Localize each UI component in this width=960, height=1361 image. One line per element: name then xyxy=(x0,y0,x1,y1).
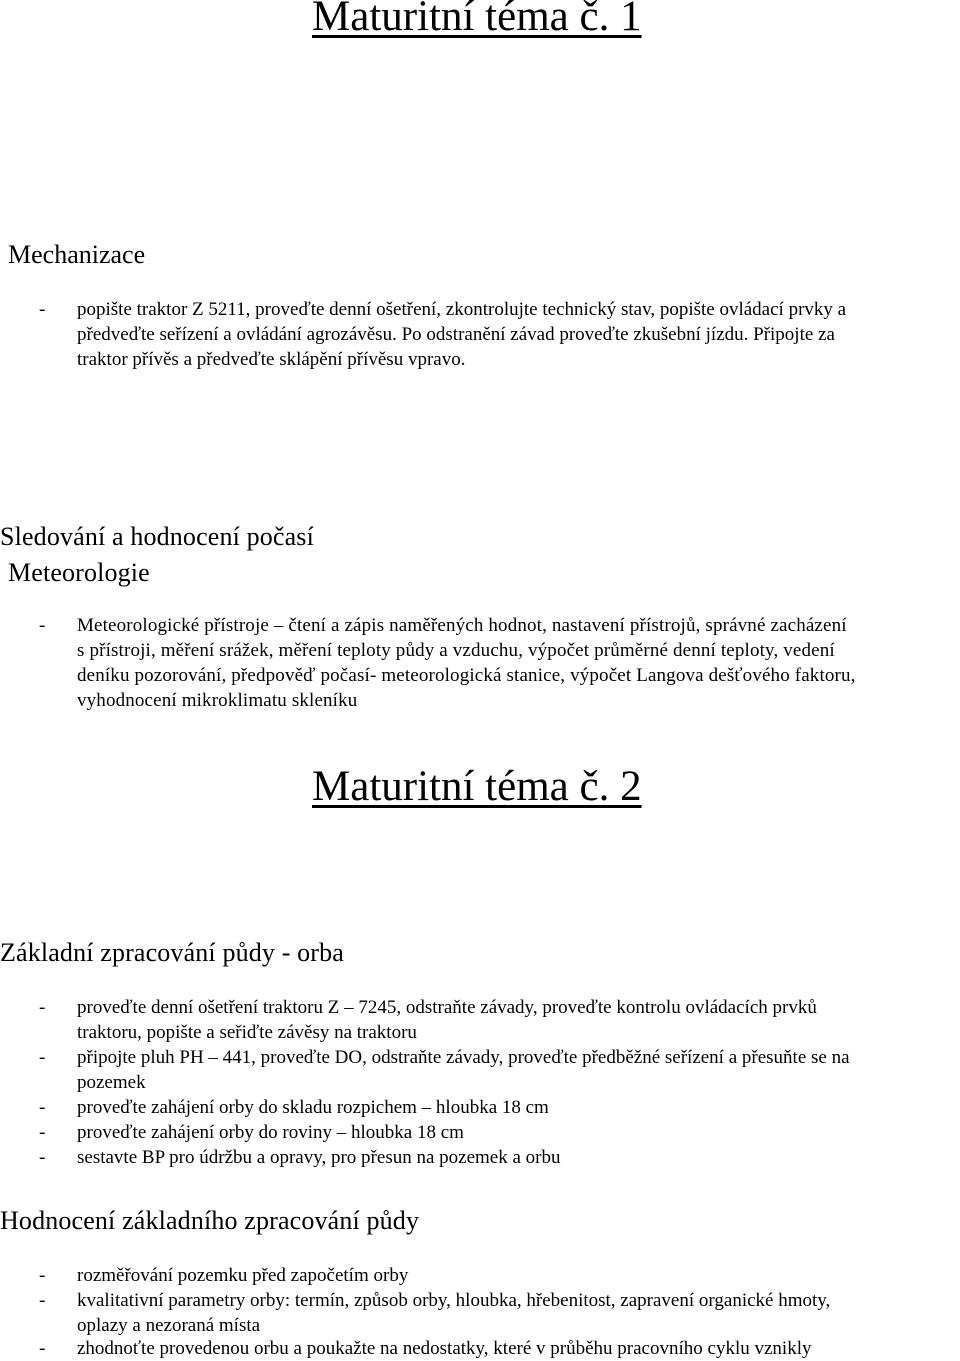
list-bullet: - xyxy=(39,1147,46,1168)
section-heading: Mechanizace xyxy=(8,240,146,269)
list-item-text: proveďte zahájení orby do skladu rozpichem – hloubka 18 cm xyxy=(77,1097,549,1118)
section-heading: Hodnocení základního zpracování půdy xyxy=(0,1206,420,1235)
list-bullet: - xyxy=(39,1265,46,1286)
list-item xyxy=(0,1288,960,1338)
list-item xyxy=(0,297,960,372)
theme-title: Maturitní téma č. 1 xyxy=(312,0,642,40)
list-bullet: - xyxy=(39,997,46,1018)
list-item xyxy=(0,1120,960,1145)
list-bullet: - xyxy=(39,1122,46,1143)
section-heading: Sledování a hodnocení počasí xyxy=(0,522,314,551)
list-item xyxy=(0,1336,960,1361)
list-item-text: proveďte zahájení orby do roviny – hloubka 18 cm xyxy=(77,1122,464,1143)
list-item-text: kvalitativní parametry orby: termín, způsob orby, hloubka, hřebenitost, zapravení organické hmoty, oplazy a nezoraná místa xyxy=(77,1290,831,1336)
section-heading: Základní zpracování půdy - orba xyxy=(0,938,344,967)
list-item xyxy=(0,1045,960,1095)
list-item-text: rozměřování pozemku před započetím orby xyxy=(77,1265,409,1286)
list-bullet: - xyxy=(39,1290,46,1311)
list-bullet: - xyxy=(39,1047,46,1068)
list-item-text: popište traktor Z 5211, proveďte denní ošetření, zkontrolujte technický stav, popište ovládací prvky a předveďte seřízení a ovládání agrozávěsu. Po odstranění závad proveďte zkušební jízdu. Připojte za traktor přívěs a předveďte sklápění přívěsu vpravo. xyxy=(77,299,847,370)
list-item-text: sestavte BP pro údržbu a opravy, pro přesun na pozemek a orbu xyxy=(77,1147,561,1168)
section-subheading: Meteorologie xyxy=(8,558,150,587)
list-item xyxy=(0,613,960,713)
list-item xyxy=(0,1145,960,1170)
list-item-text: připojte pluh PH – 441, proveďte DO, odstraňte závady, proveďte předběžné seřízení a přesuňte se na pozemek xyxy=(77,1047,850,1093)
list-bullet: - xyxy=(39,299,46,320)
list-item xyxy=(0,1263,960,1288)
list-item xyxy=(0,995,960,1045)
theme-title: Maturitní téma č. 2 xyxy=(312,763,642,810)
list-item-text: proveďte denní ošetření traktoru Z – 7245, odstraňte závady, proveďte kontrolu ovládacích prvků traktoru, popište a seřiďte závěsy na traktoru xyxy=(77,997,817,1043)
list-item xyxy=(0,1095,960,1120)
list-bullet: - xyxy=(39,1338,46,1359)
list-item-text: zhodnoťte provedenou orbu a poukažte na nedostatky, které v průběhu pracovního cyklu vznikly xyxy=(77,1338,812,1359)
list-item-text: Meteorologické přístroje – čtení a zápis naměřených hodnot, nastavení přístrojů, správné zacházení s přístroji, měření srážek, měření teploty půdy a vzduchu, výpočet průměrné denní teploty, vedení deníku pozorování, předpověď počasí- meteorologická stanice, výpočet Langova dešťového faktoru, vyhodnocení mikroklimatu skleníku xyxy=(77,615,856,711)
list-bullet: - xyxy=(39,1097,46,1118)
list-bullet: - xyxy=(39,615,46,636)
